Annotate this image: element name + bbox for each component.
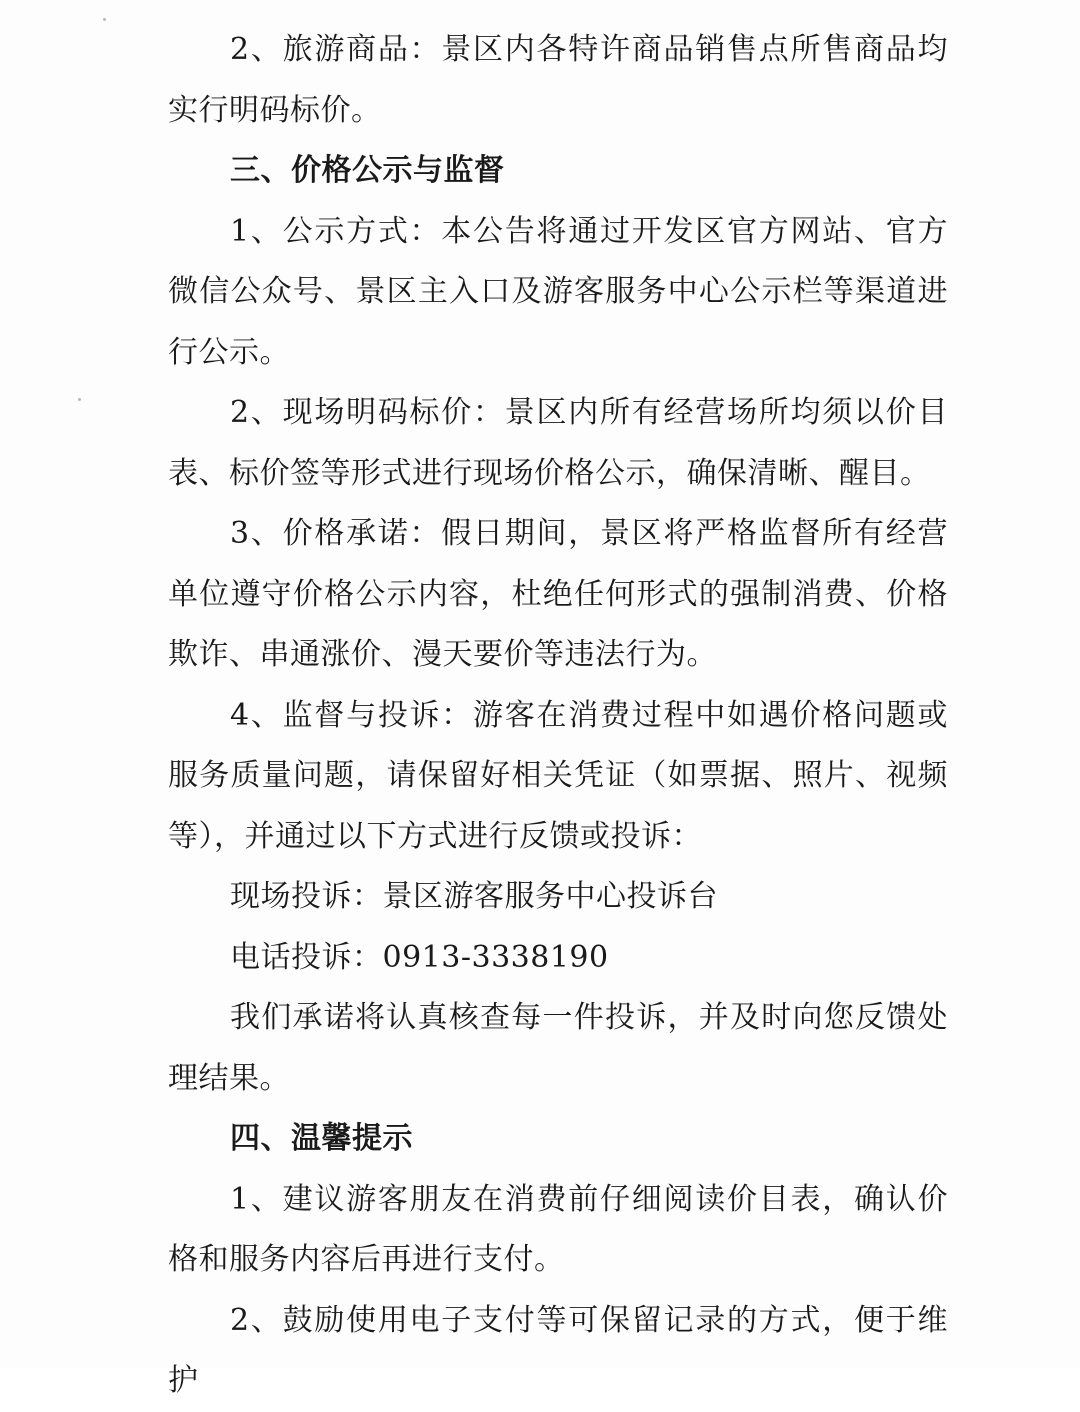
- paragraph-tip-electronic-payment: 2、鼓励使用电子支付等可保留记录的方式，便于维护: [168, 1302, 948, 1398]
- section-heading-price-disclosure: 三、价格公示与监督: [230, 153, 505, 188]
- scan-speck: [78, 398, 81, 401]
- paragraph-onsite-pricing: 2、现场明码标价：景区内所有经营场所均须以价目表、标价签等形式进行现场价格公示，确保清晰、醒目。: [168, 395, 948, 491]
- paragraph-price-commitment: 3、价格承诺：假日期间，景区将严格监督所有经营单位遵守价格公示内容，杜绝任何形式的强制消费、价格欺诈、串通涨价、漫天要价等违法行为。: [168, 516, 948, 672]
- paragraph-commitment: 我们承诺将认真核查每一件投诉，并及时向您反馈处理结果。: [168, 1000, 948, 1096]
- paragraph-tourist-goods: 2、旅游商品：景区内各特许商品销售点所售商品均实行明码标价。: [168, 32, 948, 128]
- paragraph-tip-read-price-list: 1、建议游客朋友在消费前仔细阅读价目表，确认价格和服务内容后再进行支付。: [168, 1181, 948, 1277]
- paragraph-disclosure-method: 1、公示方式：本公告将通过开发区官方网站、官方微信公众号、景区主入口及游客服务中心公示栏等渠道进行公示。: [168, 213, 948, 370]
- paragraph-onsite-complaint: 现场投诉：景区游客服务中心投诉台: [230, 879, 718, 914]
- paragraph-phone-complaint: 电话投诉：0913-3338190: [230, 939, 609, 975]
- document-body: [168, 20, 948, 1412]
- scan-speck: [103, 18, 106, 21]
- section-heading-tips: 四、温馨提示: [230, 1121, 413, 1156]
- paragraph-supervision-complaints: 4、监督与投诉：游客在消费过程中如遇价格问题或服务质量问题，请保留好相关凭证（如票据、照片、视频等），并通过以下方式进行反馈或投诉：: [168, 697, 948, 854]
